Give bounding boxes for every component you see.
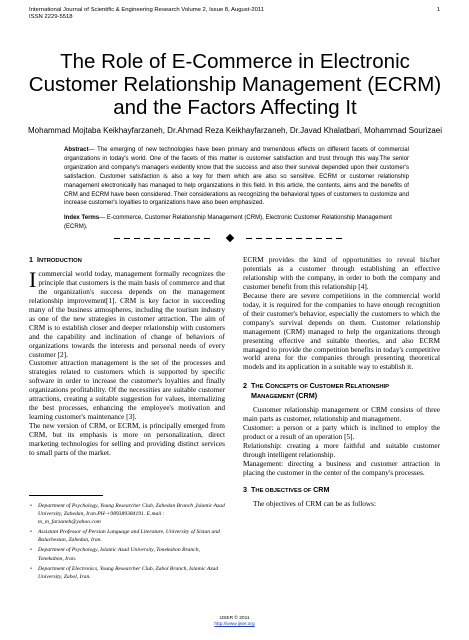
footnote: • Assistant Professor of Persian Language and Literature, University of Sistan and Baluchestan, Zahedan, Iran. [30, 529, 220, 544]
paragraph: The new version of CRM, or ECRM, is principally emerged from CRM, but its emphasis is more on personalization, direct marketing technologies for selling and providing distinct services to small parts of the market. [29, 421, 225, 458]
paragraph: Management: directing a business and customer attraction in placing the customer in the center of the company's processes. [243, 459, 440, 477]
diamond-icon [226, 234, 234, 242]
footer-link[interactable]: http://www.ijser.org [214, 622, 255, 627]
index-terms-text: — E-commerce, Customer Relationship Management (CRM), Electronic Customer Relationship Management (ECRM). [64, 215, 392, 230]
paper-title [20, 50, 450, 119]
divider-dashes-right [246, 238, 342, 239]
paragraph-text: commercial world today, management formally recognizes the principle that customers is the main basis of commerce and that the organization's success depends on the management relationship improvement[1]. CRM is key factor in succeeding many of the business atmospheres, including the tourism industry as one of the new strategies in customer attraction. The aim of CRM is to establish closer and deeper relationship with customers and the capability and inclination of change of behaviors of organizations towards the interests and personal needs of every customer [2]. [29, 268, 225, 359]
journal-line: International Journal of Scientific & Engineering Research Volume 2, Issue 8, August-2011 [29, 7, 265, 13]
footnote: • Department of Psychology, Islamic Azad University, Tonekabon Branch, Tonekabon, Iran. [30, 547, 200, 562]
right-column [243, 256, 440, 509]
paragraph [29, 266, 225, 360]
section-divider [96, 234, 376, 244]
title-line: Customer Relationship Management (ECRM) [28, 73, 442, 96]
index-terms-label: Index Terms [64, 215, 100, 221]
footnote: • Department of Electronics, Young Researcher Club, Zabol Branch, Islamic Azad University, Zabol, Iran. [30, 565, 219, 580]
paragraph: The objectives of CRM can be as follows: [253, 498, 377, 508]
footer-org: IJSER © 2011 [219, 616, 250, 621]
paragraph: ECRM provides the kind of opportunities to reveal his/her potentials as a customer through establishing an effective relationship with the company, in order to both the company and customer benefit from this relationship [4]. [243, 255, 440, 291]
footnote-rule [29, 495, 103, 496]
abstract-text: — The emerging of new technologies have been primary and tremendous effects on different facets of commercial organizations in today's world. One of the facets of this matter is customer satisfaction and trust through this way.The senior organization and company's managers evidently know that the success and also their survival depended upon their customer's satisfaction. Customer satisfaction is also a key for them which are also so sensitive. ECRM or customer relationship management electronically has managed to help organizations in this field. In this article, the contents, aims and the benefits of CRM and ECRM have been considered. Their considerations as recognizing the behavioral types of customers to customize and increase customer's loyalties to organizations have also been emphasized. [64, 147, 409, 207]
paragraph: Because there are severe competitions in the commercial world today, it is required for the companies to have enough recognition of their customer's behavior, especially the customers to which the company's survival depends on them. Customer relationship management (CRM) managed to help the organizations through presenting effective and suitable theories, and also ECRM managed to provide the competition benefits in today's competitive world arena for the companies through presenting theoretical models and its application in a suitable way to establish it. [243, 290, 440, 372]
section-heading-objectives: 3 THE OBJECTIVES OF CRM [243, 484, 330, 494]
paragraph: Relationship: creating a more faithful and suitable customer through intelligent relationship. [243, 441, 440, 460]
abstract-label: Abstract [64, 147, 89, 153]
paragraph: Customer attraction management is the set of the processes and strategies related to customers which is supported by specific software in order to increase the customer's loyalties and finally organizations profitability. Of the necessities are suitable customer attractions, creating a suitable suggestion for values, internalizing the best processes, enhancing the employee's motivation and learning customer's maintenance [3]. [29, 358, 225, 422]
index-terms [64, 214, 409, 232]
title-line: The Role of E-Commerce in Electronic [60, 50, 410, 73]
paragraph: Customer relationship management or CRM consists of three main parts as customer, relationship and management. [243, 405, 440, 424]
divider-dashes-left [114, 238, 210, 239]
paragraph: Customer: a person or a party which is inclined to employ the product or a result of an operation [5]. [243, 423, 440, 442]
footnotes [29, 502, 225, 583]
drop-cap: I [29, 266, 37, 292]
title-line: and the Factors Affecting It [113, 96, 357, 119]
footnote: • Department of Psychology, Young Researcher Club, Zahedan Branch ,Islamic Azad University, Zahedan, Iran.PH-+989389384191. E.mail : m_m_farzaneh@yahoo.com [30, 503, 225, 526]
section-heading-concepts: 2 THE CONCEPTS OF CUSTOMER RELATIONSHIP MANAGEMENT (CRM) [243, 381, 390, 401]
running-header [29, 7, 440, 21]
section-heading-introduction: 1 INTRODUCTION [29, 255, 82, 264]
issn: ISSN 2229-5518 [29, 14, 73, 20]
author-list: Mohammad Mojtaba Keikhayfarzaneh, Dr.Ahmad Reza Keikhayfarzaneh, Dr.Javad Khalatbari, Mohammad Sourizaei [28, 126, 442, 135]
abstract [64, 146, 409, 208]
left-column [29, 256, 225, 458]
page-number: 1 [436, 7, 440, 13]
page-footer [0, 616, 469, 628]
